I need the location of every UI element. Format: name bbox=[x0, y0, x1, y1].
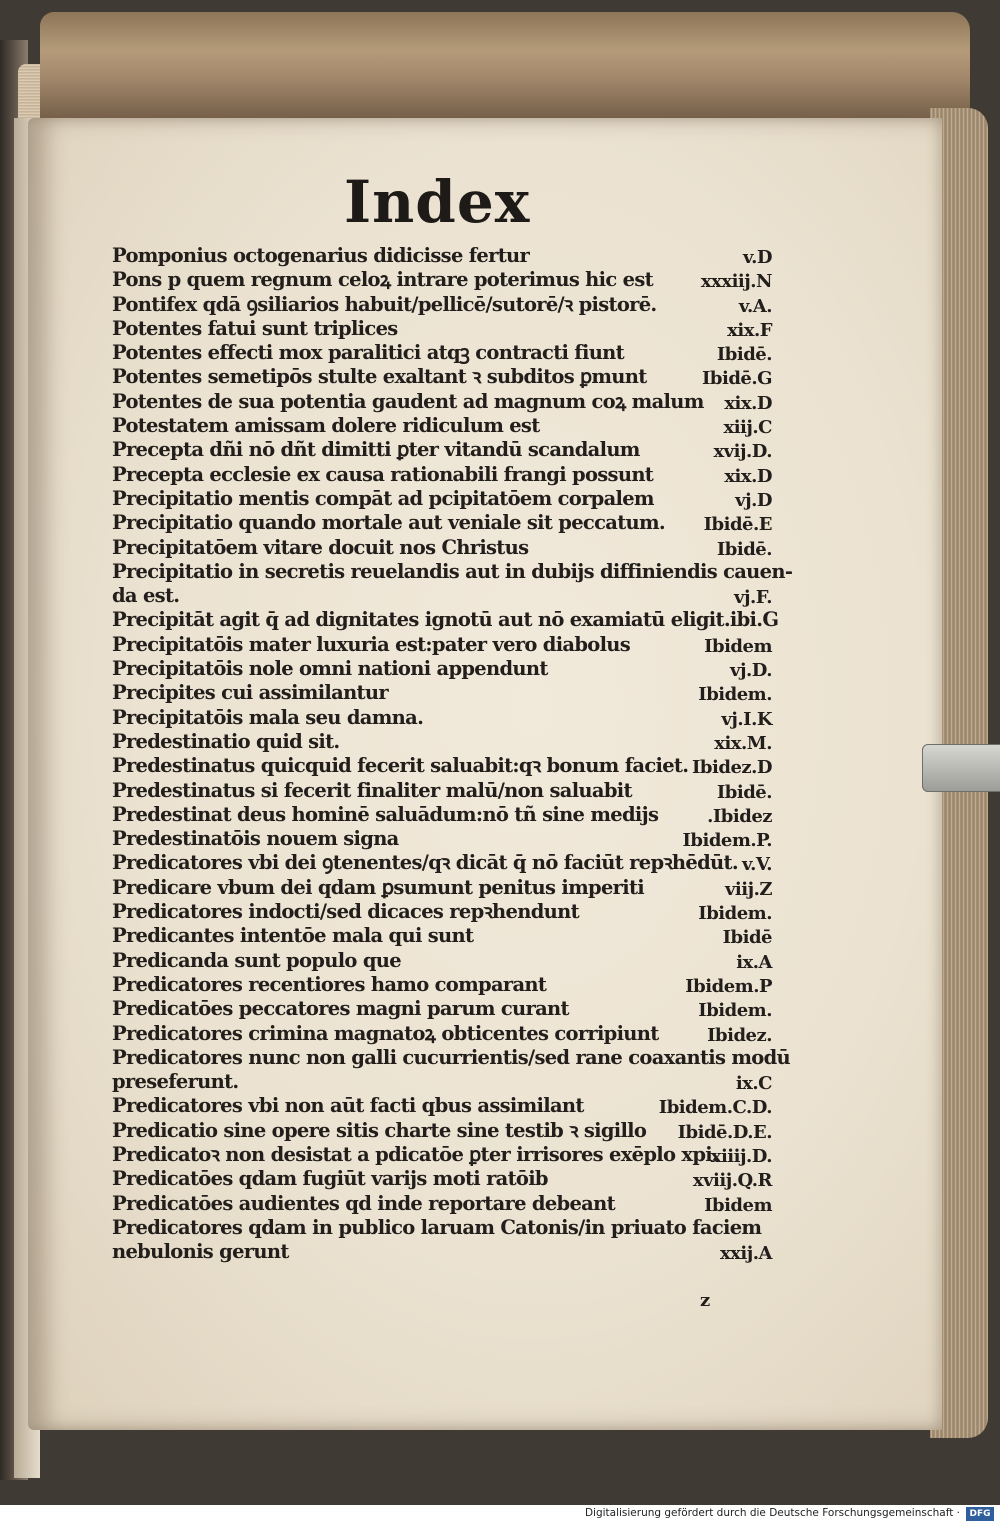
page-title: Index bbox=[344, 168, 531, 236]
index-entry bbox=[112, 1119, 772, 1143]
index-entry bbox=[112, 365, 772, 389]
entry-text: Predestinatōis nouem signa bbox=[112, 827, 399, 851]
entry-reference: Ibidē. bbox=[716, 538, 772, 560]
entry-text: Predicatoꝛ non desistat a pdicatōe ꝑter irrisores exēplo xpi. bbox=[112, 1142, 719, 1166]
entry-text: Predicatōes peccatores magni parum curant bbox=[112, 997, 569, 1021]
index-entry bbox=[112, 851, 772, 875]
entry-text: Potentes effecti mox paralitici atqꝫ contracti fiunt bbox=[112, 341, 624, 365]
entry-reference: Ibidem bbox=[704, 1194, 772, 1216]
index-entry bbox=[112, 293, 772, 317]
entry-text: Potentes fatui sunt triplices bbox=[112, 316, 398, 340]
entry-text: preseferunt. bbox=[112, 1070, 239, 1094]
index-entry bbox=[112, 900, 772, 924]
entry-text: Predestinatus quicquid fecerit saluabit:qꝛ bonum faciet. bbox=[112, 754, 689, 778]
entry-reference: xiiij.D. bbox=[710, 1145, 772, 1167]
entry-text: Precipitatōem vitare docuit nos Christus bbox=[112, 535, 529, 559]
index-entry bbox=[112, 1167, 772, 1191]
entry-reference: Ibidē bbox=[722, 927, 772, 949]
book-top bbox=[40, 12, 970, 124]
entry-reference: Ibidem. bbox=[698, 684, 772, 706]
entry-reference: xviij.Q.R bbox=[692, 1170, 772, 1192]
index-entry bbox=[112, 1143, 772, 1167]
entry-reference: Ibidem. bbox=[698, 1000, 772, 1022]
entry-reference: vj.D. bbox=[730, 660, 772, 682]
entry-reference: xxxiij.N bbox=[700, 271, 772, 293]
entry-reference: Ibidē.G bbox=[701, 368, 772, 390]
entry-text: Precipitatōis mater luxuria est:pater vero diabolus bbox=[112, 632, 631, 656]
entry-text: Predicatores vbi non aūt facti qbus assimilant bbox=[112, 1094, 584, 1118]
index-entry bbox=[112, 317, 772, 341]
entry-reference: v.V. bbox=[741, 854, 772, 876]
entry-reference: xix.D bbox=[724, 465, 772, 487]
entry-text: Potestatem amissam dolere ridiculum est bbox=[112, 414, 540, 438]
entry-text: Predicatores crimina magnatoꝝ obticentes corripiunt bbox=[112, 1021, 659, 1045]
footer-bar bbox=[0, 1505, 1000, 1524]
entry-text: Pomponius octogenarius didicisse fertur bbox=[112, 244, 530, 267]
entry-text: Precipitatio mentis compāt ad pcipitatōem corpalem bbox=[112, 486, 654, 510]
entry-text: Predicare vbum dei qdam ꝑsumunt penitus imperiti bbox=[112, 875, 644, 899]
entry-text: Pontifex qdā ꝯsiliarios habuit/pellicē/sutorē/ꝛ pistorē. bbox=[112, 292, 657, 316]
footer-credit: Digitalisierung gefördert durch die Deutsche Forschungsgemeinschaft · bbox=[584, 1507, 960, 1519]
entry-text: nebulonis gerunt bbox=[112, 1240, 289, 1264]
entry-reference: ix.A bbox=[736, 951, 772, 973]
index-entry bbox=[112, 706, 772, 730]
index-entry bbox=[112, 1045, 791, 1070]
entry-text: Predicatores indocti/sed dicaces repꝛhendunt bbox=[112, 900, 579, 924]
index-entry bbox=[112, 779, 772, 803]
entry-text: Precipitatōis mala seu damna. bbox=[112, 705, 424, 729]
entry-text: Predicatio sine opere sitis charte sine testib ꝛ sigillo bbox=[112, 1118, 647, 1142]
entry-text: Predicanda sunt populo que bbox=[112, 948, 401, 972]
entry-text: Precipitatio quando mortale aut veniale sit peccatum. bbox=[112, 511, 666, 535]
entry-reference: .Ibidez bbox=[707, 805, 772, 827]
entry-text: Potentes semetipōs stulte exaltant ꝛ subditos ꝑmunt bbox=[112, 365, 647, 389]
entry-reference: Ibidē.E bbox=[703, 514, 772, 536]
entry-text: Predicatores vbi dei ꝯtenentes/qꝛ dicāt q̄ nō faciūt repꝛhēdūt. bbox=[112, 851, 738, 875]
entry-text: Predestinat deus hominē saluādum:nō tñ sine medijs bbox=[112, 802, 659, 826]
index-entry bbox=[112, 827, 772, 851]
entry-reference: xvij.D. bbox=[713, 441, 772, 463]
index-entry bbox=[112, 268, 772, 292]
entry-reference: xix.D bbox=[724, 392, 772, 414]
index-entry bbox=[112, 487, 772, 511]
entry-reference: xix.F bbox=[727, 319, 772, 341]
index-entry bbox=[112, 754, 772, 778]
entry-reference: Ibidez. bbox=[707, 1024, 772, 1046]
entry-reference: v.A. bbox=[738, 295, 772, 317]
entry-reference: vj.F. bbox=[734, 587, 772, 609]
entry-text: Predicatōes qdam fugiūt varijs moti ratōib bbox=[112, 1167, 548, 1191]
index-entry bbox=[112, 608, 779, 632]
entry-reference: Ibidez.D bbox=[692, 757, 772, 779]
entry-text: Predestinatus si fecerit finaliter malū/non saluabit bbox=[112, 778, 632, 802]
index-entry bbox=[112, 390, 772, 414]
entry-text: Precipites cui assimilantur bbox=[112, 681, 388, 705]
entry-reference: Ibidem.C.D. bbox=[658, 1097, 772, 1119]
index-entry bbox=[112, 1240, 772, 1264]
entry-reference: ix.C bbox=[735, 1073, 772, 1095]
entry-reference: Ibidem.P. bbox=[682, 830, 772, 852]
entry-text: Predicatores recentiores hamo comparant bbox=[112, 972, 547, 996]
entry-reference: xix.M. bbox=[714, 732, 772, 754]
index-entry bbox=[112, 1192, 772, 1216]
entry-text: Predicatores nunc non galli cucurrientis/sed rane coaxantis modū bbox=[112, 1045, 791, 1069]
signature-mark: z bbox=[700, 1290, 711, 1311]
entry-reference: vj.D bbox=[735, 489, 772, 511]
index-entry bbox=[112, 973, 772, 997]
entry-text: Potentes de sua potentia gaudent ad magnum coꝝ malum bbox=[112, 389, 704, 413]
entry-text: Precipitatōis nole omni nationi appendunt bbox=[112, 657, 548, 681]
entry-reference: Ibidem bbox=[704, 635, 772, 657]
index-entry bbox=[112, 438, 772, 462]
dfg-logo: DFG bbox=[966, 1507, 994, 1521]
index-entry bbox=[112, 730, 772, 754]
index-entry bbox=[112, 244, 772, 268]
entry-reference: Ibidem.P bbox=[685, 975, 772, 997]
index-entry bbox=[112, 681, 772, 705]
index-entry bbox=[112, 584, 772, 608]
index-entry bbox=[112, 1094, 772, 1118]
index-entry bbox=[112, 997, 772, 1021]
entry-text: Predestinatio quid sit. bbox=[112, 729, 340, 753]
entry-text: Pons p quem regnum celoꝝ intrare poterimus hic est bbox=[112, 268, 653, 292]
index-entry bbox=[112, 633, 772, 657]
entry-reference: Ibidem. bbox=[698, 903, 772, 925]
entry-text: Predicatōes audientes qd inde reportare debeant bbox=[112, 1191, 615, 1215]
entry-text: da est. bbox=[112, 584, 180, 608]
index-entry bbox=[112, 657, 772, 681]
entry-text: Precepta ecclesie ex causa rationabili frangi possunt bbox=[112, 462, 654, 486]
entry-reference: v.D bbox=[742, 247, 772, 268]
index-entry bbox=[112, 924, 772, 948]
entry-reference: Ibidē.D.E. bbox=[677, 1121, 772, 1143]
index-entries bbox=[112, 244, 793, 1265]
index-entry bbox=[112, 1022, 772, 1046]
index-entry bbox=[112, 803, 772, 827]
index-entry bbox=[112, 1216, 772, 1240]
index-entry bbox=[112, 463, 772, 487]
index-entry bbox=[112, 511, 772, 535]
entry-reference: vj.I.K bbox=[721, 708, 772, 730]
entry-text: Predicantes intentōe mala qui sunt bbox=[112, 924, 474, 948]
index-entry bbox=[112, 414, 772, 438]
entry-text: Predicatores qdam in publico laruam Catonis/in priuato faciem bbox=[112, 1215, 762, 1239]
entry-reference: Ibidē. bbox=[716, 344, 772, 366]
entry-reference: xxij.A bbox=[719, 1243, 772, 1265]
bookmark-tab bbox=[922, 744, 1000, 792]
index-entry bbox=[112, 536, 772, 560]
entry-text: Precipitāt agit q̄ ad dignitates ignotū aut nō examiatū eligit.ibi.G bbox=[112, 608, 779, 632]
index-entry bbox=[112, 1070, 772, 1094]
index-entry bbox=[112, 949, 772, 973]
index-entry bbox=[112, 341, 772, 365]
index-entry bbox=[112, 876, 772, 900]
entry-text: Precepta dñi nō dñt dimitti ꝑter vitandū scandalum bbox=[112, 438, 640, 462]
entry-reference: Ibidē. bbox=[716, 781, 772, 803]
index-entry bbox=[112, 559, 793, 584]
entry-reference: xiij.C bbox=[723, 417, 772, 439]
entry-text: Precipitatio in secretis reuelandis aut in dubijs diffiniendis cauen- bbox=[112, 559, 793, 583]
entry-reference: viij.Z bbox=[724, 878, 772, 900]
